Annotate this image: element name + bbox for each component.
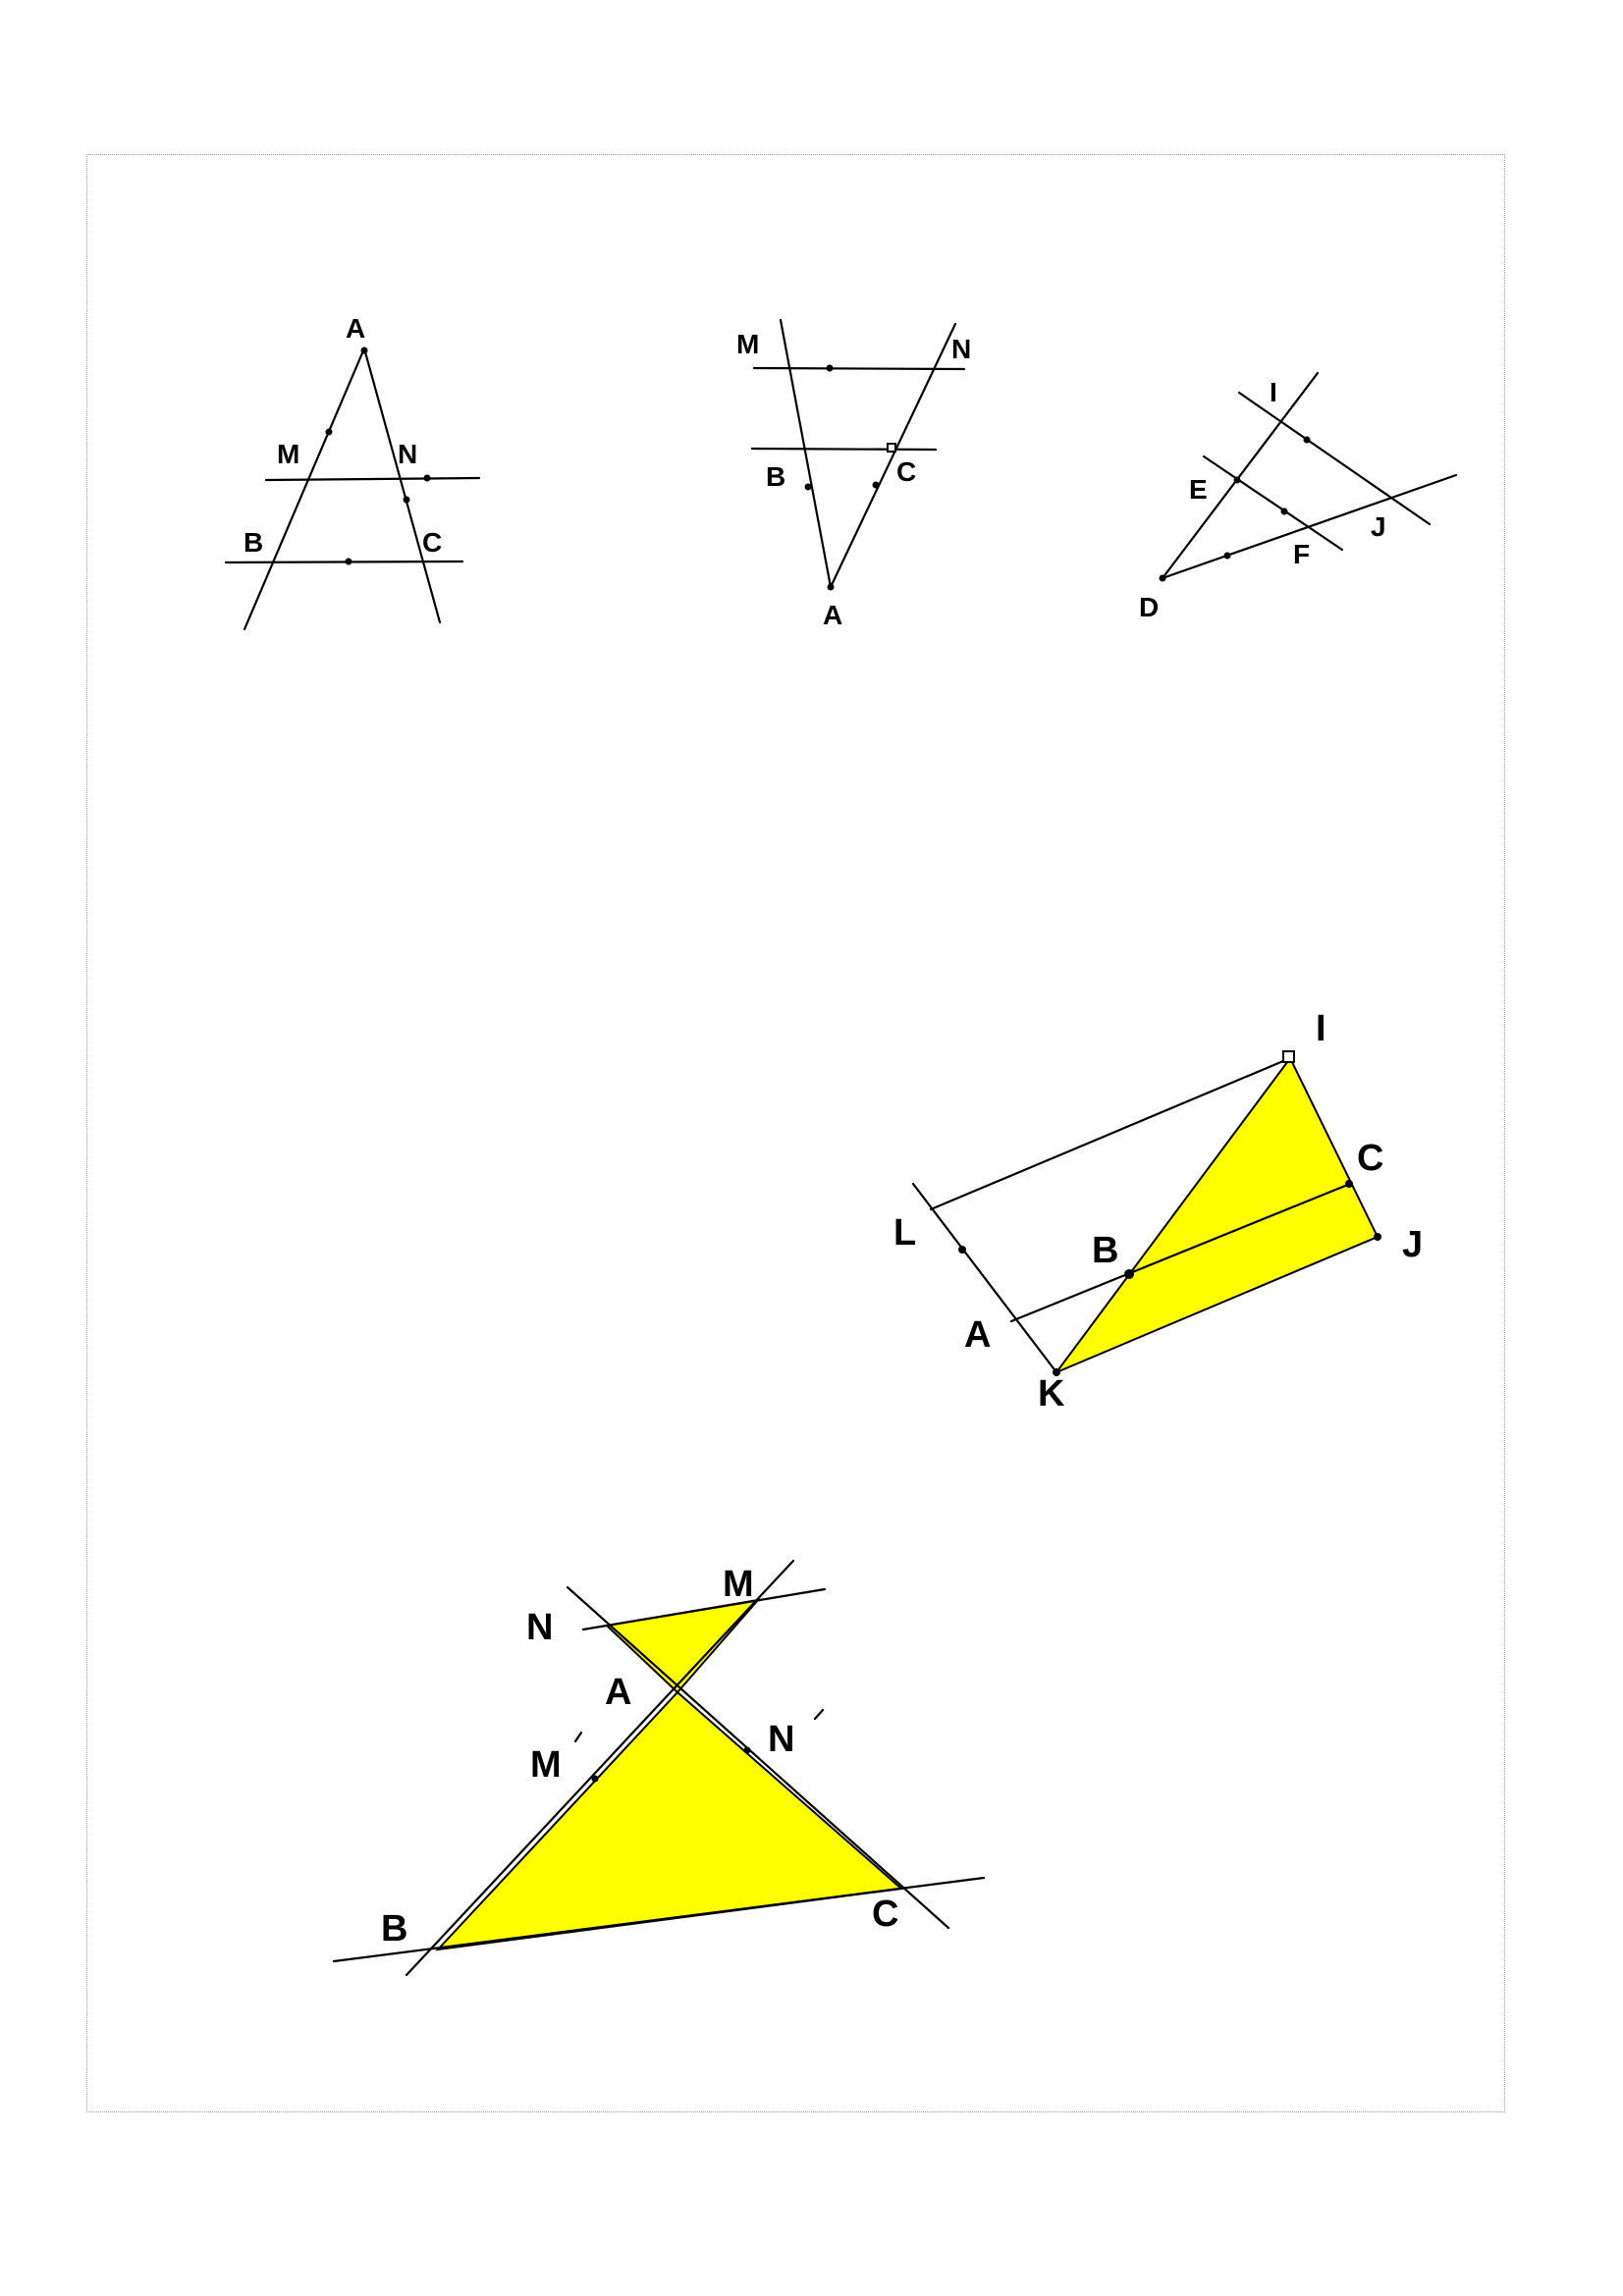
label-n: N	[398, 439, 418, 469]
label-f: F	[1293, 539, 1311, 569]
label-b: B	[766, 461, 786, 492]
point-n-prime	[744, 1747, 751, 1754]
label-m: M	[723, 1564, 754, 1605]
triangle-a-b-c	[438, 1692, 901, 1949]
point-c	[1345, 1180, 1353, 1188]
label-n: N	[951, 334, 972, 364]
line-b-c	[226, 561, 462, 562]
label-i: I	[1316, 1008, 1326, 1049]
point-a	[828, 584, 835, 591]
point-mark-ij	[1304, 437, 1311, 444]
label-b: B	[381, 1908, 408, 1949]
line-e-f	[1204, 456, 1342, 550]
point-i-square	[1283, 1051, 1294, 1062]
figure-1-thales-triangle	[226, 313, 479, 629]
point-mark-ef	[1281, 508, 1288, 515]
point-j	[1374, 1233, 1381, 1241]
tick-n-prime	[815, 1710, 823, 1719]
line-b-c	[752, 449, 936, 450]
line-a-m	[781, 320, 831, 587]
point-m-prime	[592, 1776, 599, 1783]
point-mark-bc	[346, 559, 352, 565]
point-mark-an	[404, 497, 410, 504]
tick-m-prime	[575, 1733, 581, 1741]
point-mark-dj	[1224, 553, 1231, 560]
label-j: J	[1402, 1224, 1424, 1265]
point-mark-lk	[958, 1246, 966, 1254]
point-mark-ac	[873, 482, 880, 489]
label-i: I	[1270, 377, 1277, 407]
line-i-j	[1239, 393, 1430, 524]
label-n: N	[526, 1607, 554, 1648]
label-n-prime: N	[768, 1719, 795, 1760]
label-l: L	[893, 1212, 917, 1254]
label-d: D	[1139, 592, 1160, 622]
point-b	[1124, 1269, 1134, 1279]
label-m: M	[736, 329, 760, 359]
line-a-c	[364, 348, 443, 622]
line-a-b	[244, 348, 364, 629]
point-mark-am	[326, 429, 333, 436]
label-e: E	[1189, 474, 1208, 505]
line-m-n	[266, 478, 479, 480]
figure-2-thales-inverted	[736, 320, 971, 630]
point-e	[1234, 477, 1241, 484]
label-a: A	[823, 600, 843, 630]
label-m: M	[277, 439, 300, 469]
figure-5-butterfly	[334, 1561, 984, 1975]
label-a: A	[346, 313, 366, 344]
figure-3-thales-rotated	[1139, 373, 1456, 622]
label-c: C	[422, 527, 443, 558]
label-c: C	[896, 456, 917, 487]
point-d	[1160, 575, 1166, 582]
triangle-i-j-k	[1056, 1058, 1378, 1372]
label-a: A	[605, 1672, 632, 1713]
label-b: B	[243, 527, 264, 558]
label-a: A	[964, 1314, 992, 1356]
label-k: K	[1038, 1373, 1065, 1415]
figure-4-parallelogram	[893, 1008, 1423, 1415]
label-j: J	[1371, 511, 1386, 542]
label-c: C	[1357, 1138, 1384, 1179]
point-mark-mn	[424, 475, 431, 482]
line-m-n	[754, 368, 964, 369]
point-mark-mn	[827, 365, 834, 372]
point-c-square	[888, 444, 895, 452]
point-mark-ab	[805, 484, 812, 491]
label-b: B	[1092, 1230, 1119, 1271]
point-a	[361, 347, 368, 354]
label-c: C	[872, 1894, 899, 1935]
line-a-n	[831, 324, 955, 587]
label-m-prime: M	[530, 1744, 562, 1786]
